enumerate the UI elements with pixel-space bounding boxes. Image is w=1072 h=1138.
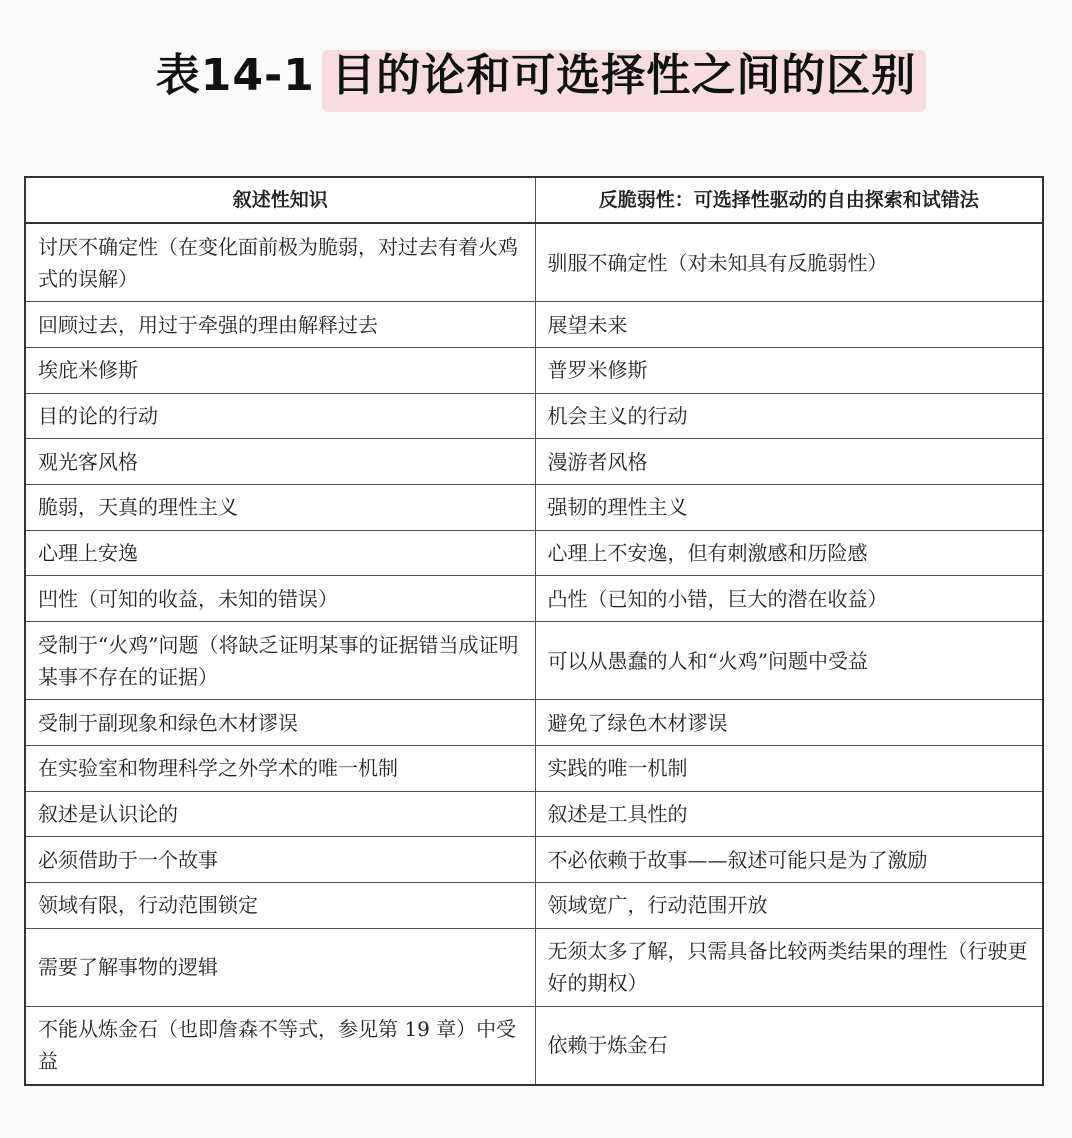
table-row [26, 439, 1042, 485]
cell-right: 凸性（已知的小错，巨大的潜在收益） [535, 576, 1042, 622]
cell-left: 心理上安逸 [26, 530, 535, 576]
cell-right: 机会主义的行动 [535, 393, 1042, 439]
cell-right: 实践的唯一机制 [535, 745, 1042, 791]
cell-right: 可以从愚蠢的人和“火鸡”问题中受益 [535, 622, 1042, 700]
table-row [26, 393, 1042, 439]
table-row [26, 882, 1042, 928]
cell-right: 依赖于炼金石 [535, 1006, 1042, 1084]
cell-right: 驯服不确定性（对未知具有反脆弱性） [535, 223, 1042, 302]
cell-left: 受制于“火鸡”问题（将缺乏证明某事的证据错当成证明某事不存在的证据） [26, 622, 535, 700]
cell-right: 普罗米修斯 [535, 347, 1042, 393]
cell-left: 在实验室和物理科学之外学术的唯一机制 [26, 745, 535, 791]
table-row [26, 1006, 1042, 1084]
table-row [26, 928, 1042, 1006]
comparison-table-container [24, 176, 1044, 1086]
column-header-narrative: 叙述性知识 [26, 178, 535, 223]
table-row [26, 347, 1042, 393]
cell-right: 展望未来 [535, 302, 1042, 348]
cell-left: 需要了解事物的逻辑 [26, 928, 535, 1006]
cell-left: 受制于副现象和绿色木材谬误 [26, 700, 535, 746]
cell-left: 目的论的行动 [26, 393, 535, 439]
page-title [150, 40, 922, 112]
cell-right: 无须太多了解，只需具备比较两类结果的理性（行驶更好的期权） [535, 928, 1042, 1006]
table-row [26, 302, 1042, 348]
cell-right: 心理上不安逸，但有刺激感和历险感 [535, 530, 1042, 576]
cell-left: 叙述是认识论的 [26, 791, 535, 837]
page-title-text: 表14-1 目的论和可选择性之间的区别 [155, 50, 917, 101]
table-row [26, 700, 1042, 746]
table-header-row [26, 178, 1042, 223]
cell-left: 必须借助于一个故事 [26, 837, 535, 883]
cell-left: 埃庇米修斯 [26, 347, 535, 393]
table-row [26, 745, 1042, 791]
cell-right: 漫游者风格 [535, 439, 1042, 485]
cell-left: 观光客风格 [26, 439, 535, 485]
table-row [26, 484, 1042, 530]
comparison-table [26, 178, 1042, 1084]
cell-left: 脆弱，天真的理性主义 [26, 484, 535, 530]
title-area [0, 40, 1072, 112]
table-row [26, 791, 1042, 837]
cell-left: 不能从炼金石（也即詹森不等式，参见第 19 章）中受益 [26, 1006, 535, 1084]
table-row [26, 576, 1042, 622]
column-header-antifragility: 反脆弱性：可选择性驱动的自由探索和试错法 [535, 178, 1042, 223]
table-row [26, 622, 1042, 700]
cell-right: 避免了绿色木材谬误 [535, 700, 1042, 746]
cell-left: 回顾过去，用过于牵强的理由解释过去 [26, 302, 535, 348]
cell-right: 叙述是工具性的 [535, 791, 1042, 837]
cell-right: 不必依赖于故事——叙述可能只是为了激励 [535, 837, 1042, 883]
table-row [26, 223, 1042, 302]
cell-left: 讨厌不确定性（在变化面前极为脆弱，对过去有着火鸡式的误解） [26, 223, 535, 302]
cell-right: 强韧的理性主义 [535, 484, 1042, 530]
table-row [26, 837, 1042, 883]
cell-left: 领域有限，行动范围锁定 [26, 882, 535, 928]
table-row [26, 530, 1042, 576]
cell-right: 领域宽广，行动范围开放 [535, 882, 1042, 928]
cell-left: 凹性（可知的收益，未知的错误） [26, 576, 535, 622]
